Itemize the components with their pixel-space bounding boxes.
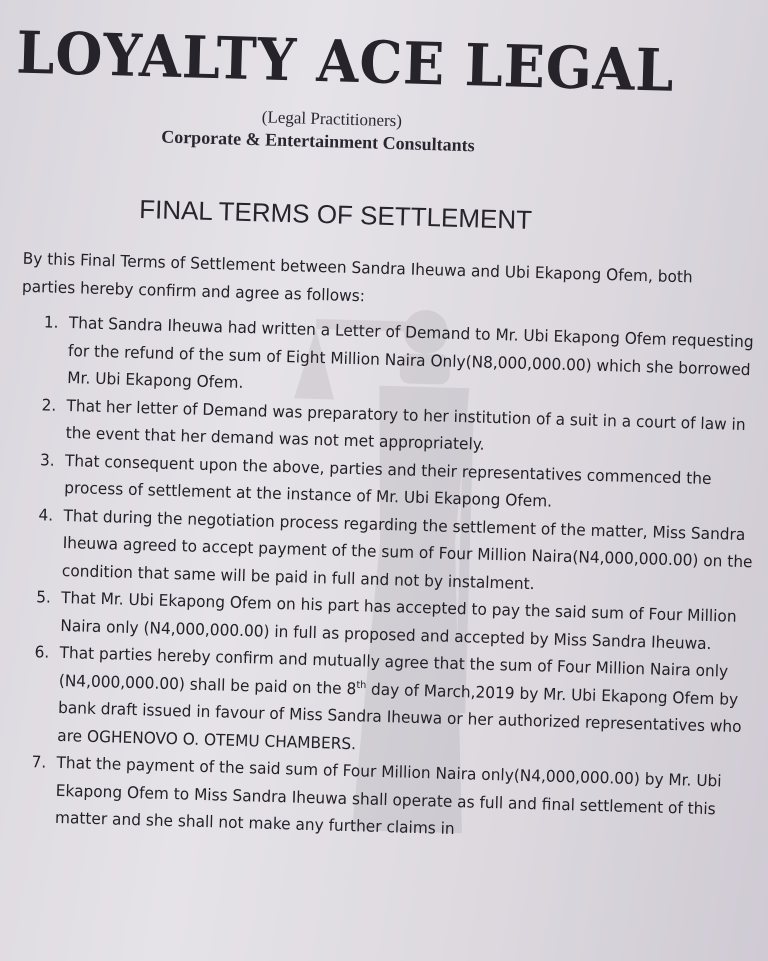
clause-number: 2. [41, 394, 57, 415]
clause-text: That during the negotiation process regarding the settlement of the matter, Miss Sandra Iheuwa agreed to accept payment of the sum of Four Million Naira(N4,000,000.00) on the condition that same will be paid in full and not by instalment. [61, 505, 753, 593]
clause-text: That consequent upon the above, parties and their representatives commenced the process of settlement at the instance of Mr. Ubi Ekapong Ofem. [63, 450, 712, 511]
document-body [3, 245, 754, 850]
clause-text-start: That parties hereby confirm and mutually agree that the sum of Four Million Naira only (N4,000,000.00) shall be paid on the 8 [58, 642, 729, 698]
clause-text: That her letter of Demand was preparatory to her institution of a suit in a court of law in the event that her demand was not met appropriately. [65, 395, 746, 454]
clause-number: 4. [38, 504, 54, 525]
clause-6 [5, 637, 760, 768]
clause-number: 6. [34, 642, 50, 662]
clause-number: 3. [39, 449, 55, 470]
clause-number: 1. [43, 312, 59, 332]
ordinal-superscript: th [356, 679, 367, 691]
clause-text-end: day of March,2019 by Mr. Ubi Ekapong Ofem by bank draft issued in favour of Miss Sandra Iheuwa or her authorized representatives who are OGHENOVO O. OTEMU CHAMBERS. [57, 678, 742, 753]
clause-text: That Sandra Iheuwa had written a Letter of Demand to Mr. Ubi Ekapong Ofem requesting for the refund of the sum of Eight Million Naira Only(N8,000,000.00) which she borrowed Mr. Ubi Ekapong Ofem. [67, 313, 754, 392]
firm-tagline: Corporate & Entertainment Consultants [160, 126, 475, 156]
firm-subtitle: (Legal Practitioners) [261, 107, 403, 131]
clause-list [3, 308, 754, 850]
document-title: FINAL TERMS OF SETTLEMENT [138, 193, 533, 235]
firm-name: LOYALTY ACE LEGAL [15, 18, 676, 105]
intro-paragraph: By this Final Terms of Settlement between Sandra Iheuwa and Ubi Ekapong Ofem, both parties hereby confirm and agree as follows: [21, 248, 693, 305]
clause-text: That the payment of the said sum of Four Million Naira only(N4,000,000.00) by Mr. Ubi Ekapong Ofem to Miss Sandra Iheuwa shall operate as full and final settlement of this matter and she shall not make any further claims in [54, 752, 722, 839]
clause-text: That Mr. Ubi Ekapong Ofem on his part has accepted to pay the said sum of Four Million Naira only (N4,000,000.00) in full as proposed and accepted by Miss Sandra Iheuwa. [60, 587, 737, 653]
clause-number: 5. [35, 587, 52, 607]
clause-number: 7. [31, 752, 47, 772]
